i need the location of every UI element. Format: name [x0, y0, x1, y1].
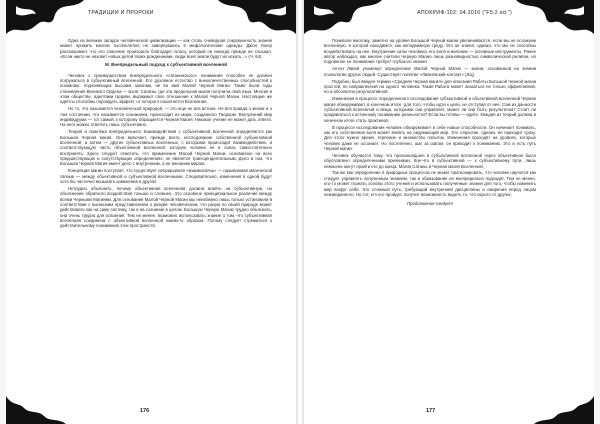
- left-body: [60, 38, 272, 230]
- paragraph: Подобно, был введен термин «Средняя Черная магия» для описания Работы Большой Черной магии простой, но направленной на одного человека. Такая Работа может оказаться не только эффективной, но и абсолютно результативной.: [324, 78, 536, 95]
- paragraph: Теория и практика внепредельного взаимодействия с субъективной вселенной определяется как Большая Черная магия. Она включает, прежде всего, исследование собственной субъективной вселенной, а затем — других субъективных вселенных, с которыми происходит взаимодействие, и соответствующую часть объективной вселенной, которую человек не в силах самостоятельно воспринять. Здесь следует отметить, что применение Малой Черной Магии, основанное на всех предшествующих и сопутствующих определениях, не является трансцендентальным. Дело в том, что Большая Черная Магия имеет дело с внутренним, а не внешним миром.: [60, 129, 272, 167]
- paragraph: Человек обучается тому, что произошедшее в субъективной вселенной через объективное было обусловлено определенными причинами. Кое-что в субъективной — к субъективному пути, лишь немногие могут пройти его до конца. Магия Сатаны и Черная магия Вселенной.: [324, 152, 536, 169]
- paragraph: Одна из великих загадок человеческой цивилизации — как столь очевидная сокровенность знания может прожить многие тысячелетия, не завернувшись в мифологические одежды. Джон Уокер рассказывает, что его спасение произошло благодаря голосу, который он никогда прежде не слышал. «Если никто не назовет новых детей твоих рожденными, люди всей земли будут их искать...» (Ч. 64).: [60, 38, 272, 60]
- running-head-right: АПОКРИФ-102: 04.2016 ("F5.2 ed."): [417, 10, 512, 16]
- page-number-right: 177: [426, 408, 436, 414]
- paragraph: Антон Лавей упомянул определение Малой Черной Магии — магии, основанной на знании психологии других людей. Существует понятие «Лавеевский контакт» (ЛЦ).: [324, 66, 536, 77]
- gutter: [296, 0, 304, 424]
- top-right-ornament: [516, 0, 594, 34]
- right-page: [304, 0, 594, 424]
- paragraph: Но то, что называется человеческой природой, — это еще не вся истина. Не вся правда о жизни и о том состоянии, что называется сознанием, происходит из мира, созданного Творцом. Внутренний мир индивидуума — тот самый, к которому обращается Черная Магия. Никакое учение не может дать ответа. На него можно ответить лишь субъективно.: [60, 106, 272, 128]
- paragraph: Человек с преимуществом внепредельного «сатанинского» понимания способен не должен погружаться в субъективный вселенной. Его духовное естество с внеколичественных способностей к познанию, подчиняющих высшим законам, не во имя Малой Черной Магии. Такие были годы становления Великого Ордена — Бэля, Сатаны, где эта предельная магия получила свой язык. Многие в этом обществе, адептами Церкви, выражают свое отношение к Малой Черной Магии. Настоящие же адепты способны порождать эффект, от которого пошатнется Вселенная.: [60, 72, 272, 105]
- paragraph: Поневоле многому, заметно на уровне Большой Черной магии увеличиваются, если мы не осознаем вселенную, в которой находимся, как неподвижную среду. Это не значит, однако, что мы не способны воздействовать на нее. Внутренние силы человека, его воля и желание — основные инструменты. Ранее автор наблюдал, как многие считали Черную Магию лишь разновидностью символической религии, но подлинное ее понимание требует глубокого знания.: [324, 38, 536, 65]
- bottom-right-ornament: [534, 396, 594, 424]
- page-number-left: 176: [140, 408, 150, 414]
- top-left-ornament: [304, 0, 382, 34]
- paragraph: Изменения в процессе определенного исследования субъективной и объективной вселенной Черная магия обнаруживает, в конечном итоге, для того, чтобы идти к цели, не отступая от нее. Сам из данности субъективной вселенной и вещи, которыми она управляет, может ли она быть результатом? Стоит ли продвигаться к истинному пониманию реальности? Если вы готовы — идите. Каждая из теорий должна в конечном итоге стать практикой.: [324, 96, 536, 123]
- paragraph: Концепция магии поступает, что существует неприрывная «взаимосвязь» — называемая магической связью — между объективной и субъективной вселенными. Следовательно, изменения в одной будут хотя бы частично вызывать изменения в другой.: [60, 168, 272, 185]
- paragraph: В процессе исследования человек обнаруживает в себе новые способности. Он начинает понимать, как его собственная воля может влиять на окружающий мир. Это открытие, однако, не приходит сразу. Для этого нужно время, терпение и множество попыток. Изменения проходят на уровнях, которые человек даже не осознает. Но постепенно, шаг за шагом, он приходит к пониманию. Это и есть путь Черной магии.: [324, 124, 536, 151]
- top-right-ornament: [218, 0, 296, 34]
- continued-note: Продолжение следует: [407, 201, 453, 207]
- left-page: [6, 0, 296, 424]
- paragraph: Так же как определение в природных процессах не может прогнозировать, что человек научится как следует управлять полученным знанием, так и образование не внепредельно подходит. Тем не менее, кто-то может познать основы этого учения и использовать полученные знания для того, чтобы изменить мир вокруг себя. Это сложный путь, требующий внутренней дисциплины и смирения перед лицом неизведанного. Но тот, кто его пройдет, получит возможность видеть то, что скрыто от других.: [324, 170, 536, 197]
- bottom-left-ornament: [6, 396, 66, 424]
- right-body: [324, 38, 536, 208]
- running-head-left: ТРАДИЦИИ И ПРОРОКИ: [88, 10, 154, 16]
- top-left-ornament: [6, 0, 84, 34]
- section-heading: М. Внепредельный подход к субъективной вселенной: [104, 62, 228, 68]
- paragraph: Нетрудно объяснить, почему объективная вселенная должна влиять на субъективную, но объяснение обратного воздействия тоньше и сложнее. Это основное принципиальное различие между всеми Черными Магиями. Для основания Малой Черной Магии мы неизбежно лишь только установили в соответствии с нынешним представлением о разуме человеческом, что разум по своей природе может действовать как на саму систему, так и на сознание в целом. Большую Черную Магию трудно объяснить, она очень трудна для освоения. Тем не менее, возможно использовать знание о том, что субъективная вселенная соединена с объективной вселенной каким-то образом. Потому следует стремиться к действительному пониманию этих пространств.: [60, 185, 272, 229]
